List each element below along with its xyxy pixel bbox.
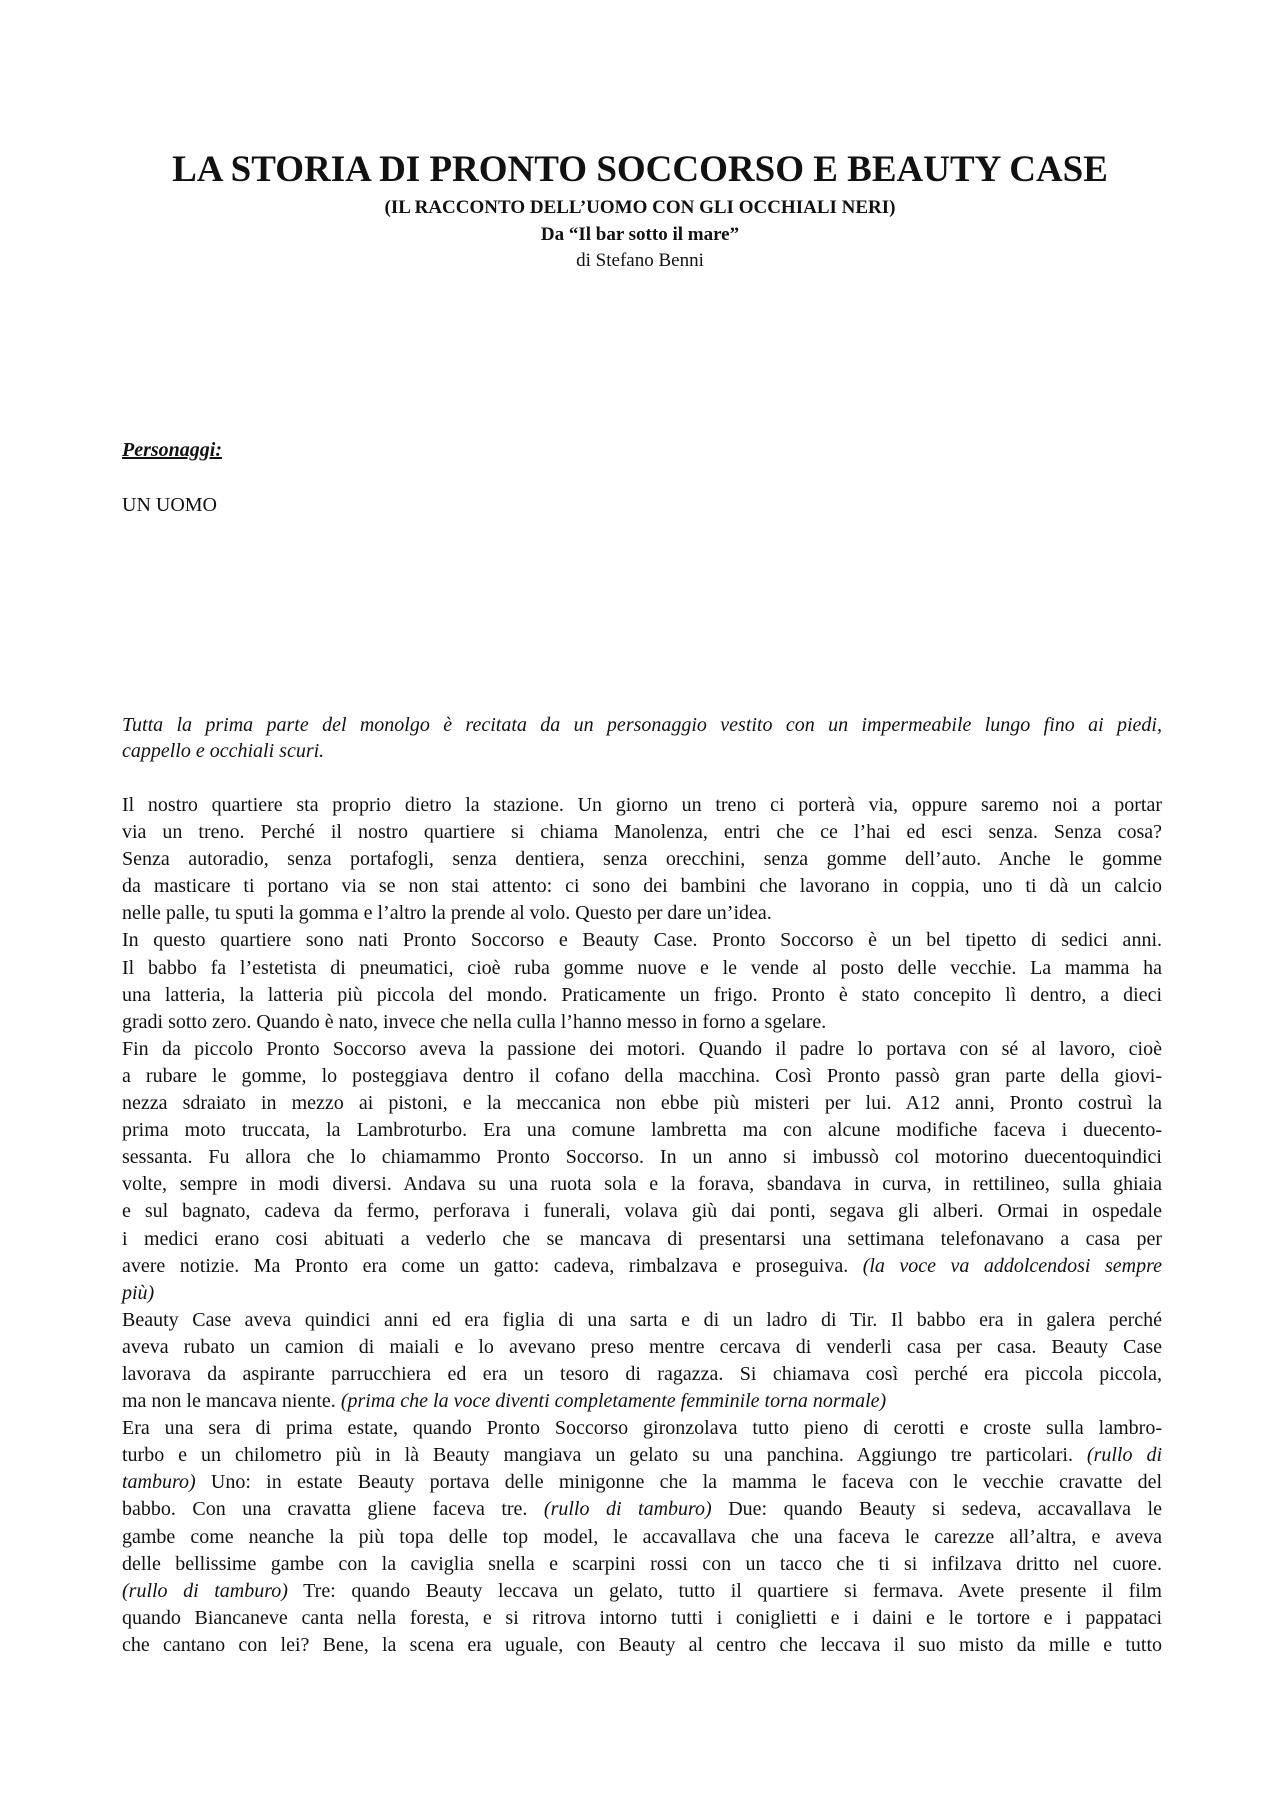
- monologue-body: [122, 792, 1162, 1659]
- body-line: [122, 1524, 1162, 1551]
- body-line: [122, 1280, 1162, 1307]
- body-line: [122, 1388, 1162, 1415]
- body-text-segment: da masticare ti portano via se non stai attento: ci sono dei bambini che lavorano in coppia, uno ti dà un calcio: [122, 875, 1162, 898]
- stage-direction: (rullo di tamburo): [122, 1579, 288, 1602]
- body-line: [122, 1361, 1162, 1388]
- body-text-segment: avere notizie. Ma Pronto era come un gatto: cadeva, rimbalzava e proseguiva.: [122, 1254, 863, 1277]
- body-line: [122, 1578, 1162, 1605]
- document-author: di Stefano Benni: [576, 250, 704, 271]
- body-text-segment: gradi sotto zero. Quando è nato, invece che nella culla l’hanno messo in forno a sgelare.: [122, 1010, 827, 1033]
- stage-direction: (rullo di: [1086, 1444, 1162, 1467]
- body-line: [122, 927, 1162, 954]
- body-line: [122, 1469, 1162, 1496]
- body-text-segment: che cantano con lei? Bene, la scena era uguale, con Beauty al centro che leccava il suo misto da mille e tutto: [122, 1633, 1162, 1656]
- body-text-segment: quando Biancaneve canta nella foresta, e si ritrova intorno tutti i coniglietti e i daini e le tortore e i pappataci: [122, 1606, 1162, 1629]
- body-text-segment: turbo e un chilometro più in là Beauty mangiava un gelato su una panchina. Aggiungo tre particolari.: [122, 1444, 1087, 1467]
- body-text-segment: Beauty Case aveva quindici anni ed era figlia di una sarta e di un ladro di Tir. Il babbo era in galera perché: [122, 1308, 1162, 1331]
- body-text-segment: nezza sdraiato in mezzo ai pistoni, e la meccanica non ebbe più misteri per lui. A12 anni, Pronto costruì la: [122, 1092, 1162, 1115]
- body-line: [122, 982, 1162, 1009]
- stage-direction-intro: [122, 712, 1162, 764]
- body-line: [122, 1253, 1162, 1280]
- stage-direction: più): [122, 1281, 155, 1304]
- body-line: [122, 1605, 1162, 1632]
- body-text-segment: Due: quando Beauty si sedeva, accavallava le: [711, 1498, 1162, 1521]
- body-text-segment: Era una sera di prima estate, quando Pronto Soccorso gironzolava tutto pieno di cerotti e croste sulla lambro-: [122, 1417, 1162, 1440]
- document-title: LA STORIA DI PRONTO SOCCORSO E BEAUTY CASE: [172, 149, 1108, 190]
- body-text-segment: Tre: quando Beauty leccava un gelato, tutto il quartiere si fermava. Avete presente il film: [287, 1579, 1162, 1602]
- body-line: [122, 955, 1162, 982]
- characters-heading: Personaggi:: [122, 439, 222, 461]
- body-line: [122, 1090, 1162, 1117]
- body-text-segment: Uno: in estate Beauty portava delle minigonne che la mamma le faceva con le vecchie cravatte del: [195, 1471, 1162, 1494]
- body-line: [122, 1415, 1162, 1442]
- body-text-segment: babbo. Con una cravatta gliene faceva tre.: [122, 1498, 544, 1521]
- stage-direction-line: cappello e occhiali scuri.: [122, 740, 325, 762]
- body-line: [122, 1171, 1162, 1198]
- body-text-segment: ma non le mancava niente.: [122, 1390, 341, 1413]
- body-line: [122, 846, 1162, 873]
- body-line: [122, 1632, 1162, 1659]
- body-text-segment: Il nostro quartiere sta proprio dietro la stazione. Un giorno un treno ci porterà via, oppure saremo noi a portar: [122, 794, 1162, 816]
- stage-direction: (la voce va addolcendosi sempre: [862, 1254, 1162, 1277]
- body-text-segment: i medici erano cosi abituati a vederlo che se mancava di presentarsi una settimana telefonavano a casa per: [122, 1227, 1162, 1250]
- body-line: [122, 1036, 1162, 1063]
- stage-direction-line: Tutta la prima parte del monolgo è recitata da un personaggio vestito con un impermeabile lungo fino ai piedi,: [122, 714, 1162, 736]
- body-line: [122, 1334, 1162, 1361]
- stage-direction: (prima che la voce diventi completamente femminile torna normale): [340, 1390, 887, 1413]
- body-line: [122, 1117, 1162, 1144]
- body-line: [122, 1307, 1162, 1334]
- body-line: [122, 1009, 1162, 1036]
- body-line: [122, 792, 1162, 819]
- body-text-segment: delle bellissime gambe con la caviglia snella e scarpini rossi con un tacco che ti si infilzava dritto nel cuore.: [122, 1552, 1162, 1575]
- body-text-segment: Senza autoradio, senza portafogli, senza dentiera, senza orecchini, senza gomme dell’auto. Anche le gomme: [122, 848, 1162, 871]
- body-line: [122, 1551, 1162, 1578]
- body-line: [122, 1442, 1162, 1469]
- body-text-segment: a rubare le gomme, lo posteggiava dentro il cofano della macchina. Così Pronto passò gran parte della giovi-: [122, 1064, 1162, 1087]
- body-text-segment: Fin da piccolo Pronto Soccorso aveva la passione dei motori. Quando il padre lo portava con sé al lavoro, cioè: [122, 1037, 1162, 1060]
- body-line: [122, 1063, 1162, 1090]
- stage-direction: tamburo): [122, 1471, 196, 1494]
- body-text-segment: nelle palle, tu sputi la gomma e l’altro la prende al volo. Questo per dare un’idea.: [122, 902, 772, 925]
- body-text-segment: volte, sempre in modi diversi. Andava su una ruota sola e la forava, sbandava in curva, in rettilineo, sulla ghiaia: [122, 1173, 1162, 1196]
- body-line: [122, 819, 1162, 846]
- body-line: [122, 1496, 1162, 1523]
- body-text-segment: Il babbo fa l’estetista di pneumatici, cioè ruba gomme nuove e le vende al posto delle vecchie. La mamma ha: [122, 956, 1162, 979]
- body-text-segment: lavorava da aspirante parrucchiera ed era un tesoro di ragazza. Si chiamava così perché era piccola piccola,: [122, 1362, 1162, 1385]
- body-text-segment: via un treno. Perché il nostro quartiere si chiama Manolenza, entri che ce l’hai ed esci senza. Senza cosa?: [122, 821, 1162, 844]
- body-text-segment: gambe come neanche la più topa delle top model, le accavallava che una faceva le carezze all’altra, e aveva: [122, 1525, 1162, 1548]
- character-item: UN UOMO: [122, 494, 217, 516]
- body-text-segment: prima moto truccata, la Lambroturbo. Era una comune lambretta ma con alcune modifiche faceva i duecento-: [122, 1119, 1162, 1142]
- body-text-segment: aveva rubato un camion di maiali e lo avevano preso mentre cercava di venderli casa per casa. Beauty Case: [122, 1335, 1162, 1358]
- body-text-segment: sessanta. Fu allora che lo chiamammo Pronto Soccorso. In un anno si imbussò col motorino duecentoquindici: [122, 1146, 1162, 1169]
- stage-direction: (rullo di tamburo): [543, 1498, 712, 1521]
- body-line: [122, 1144, 1162, 1171]
- body-line: [122, 900, 1162, 927]
- body-text-segment: In questo quartiere sono nati Pronto Soccorso e Beauty Case. Pronto Soccorso è un bel tipetto di sedici anni.: [122, 929, 1162, 952]
- body-line: [122, 1198, 1162, 1225]
- body-line: [122, 873, 1162, 900]
- document-subtitle: (IL RACCONTO DELL’UOMO CON GLI OCCHIALI NERI): [384, 197, 896, 218]
- body-line: [122, 1226, 1162, 1253]
- body-text-segment: e sul bagnato, cadeva da fermo, perforava i funerali, volava giù dai ponti, segava gli alberi. Ormai in ospedale: [122, 1200, 1162, 1223]
- document-source: Da “Il bar sotto il mare”: [540, 224, 740, 245]
- body-text-segment: una latteria, la latteria più piccola del mondo. Praticamente un frigo. Pronto è stato concepito lì dentro, a dieci: [122, 983, 1162, 1006]
